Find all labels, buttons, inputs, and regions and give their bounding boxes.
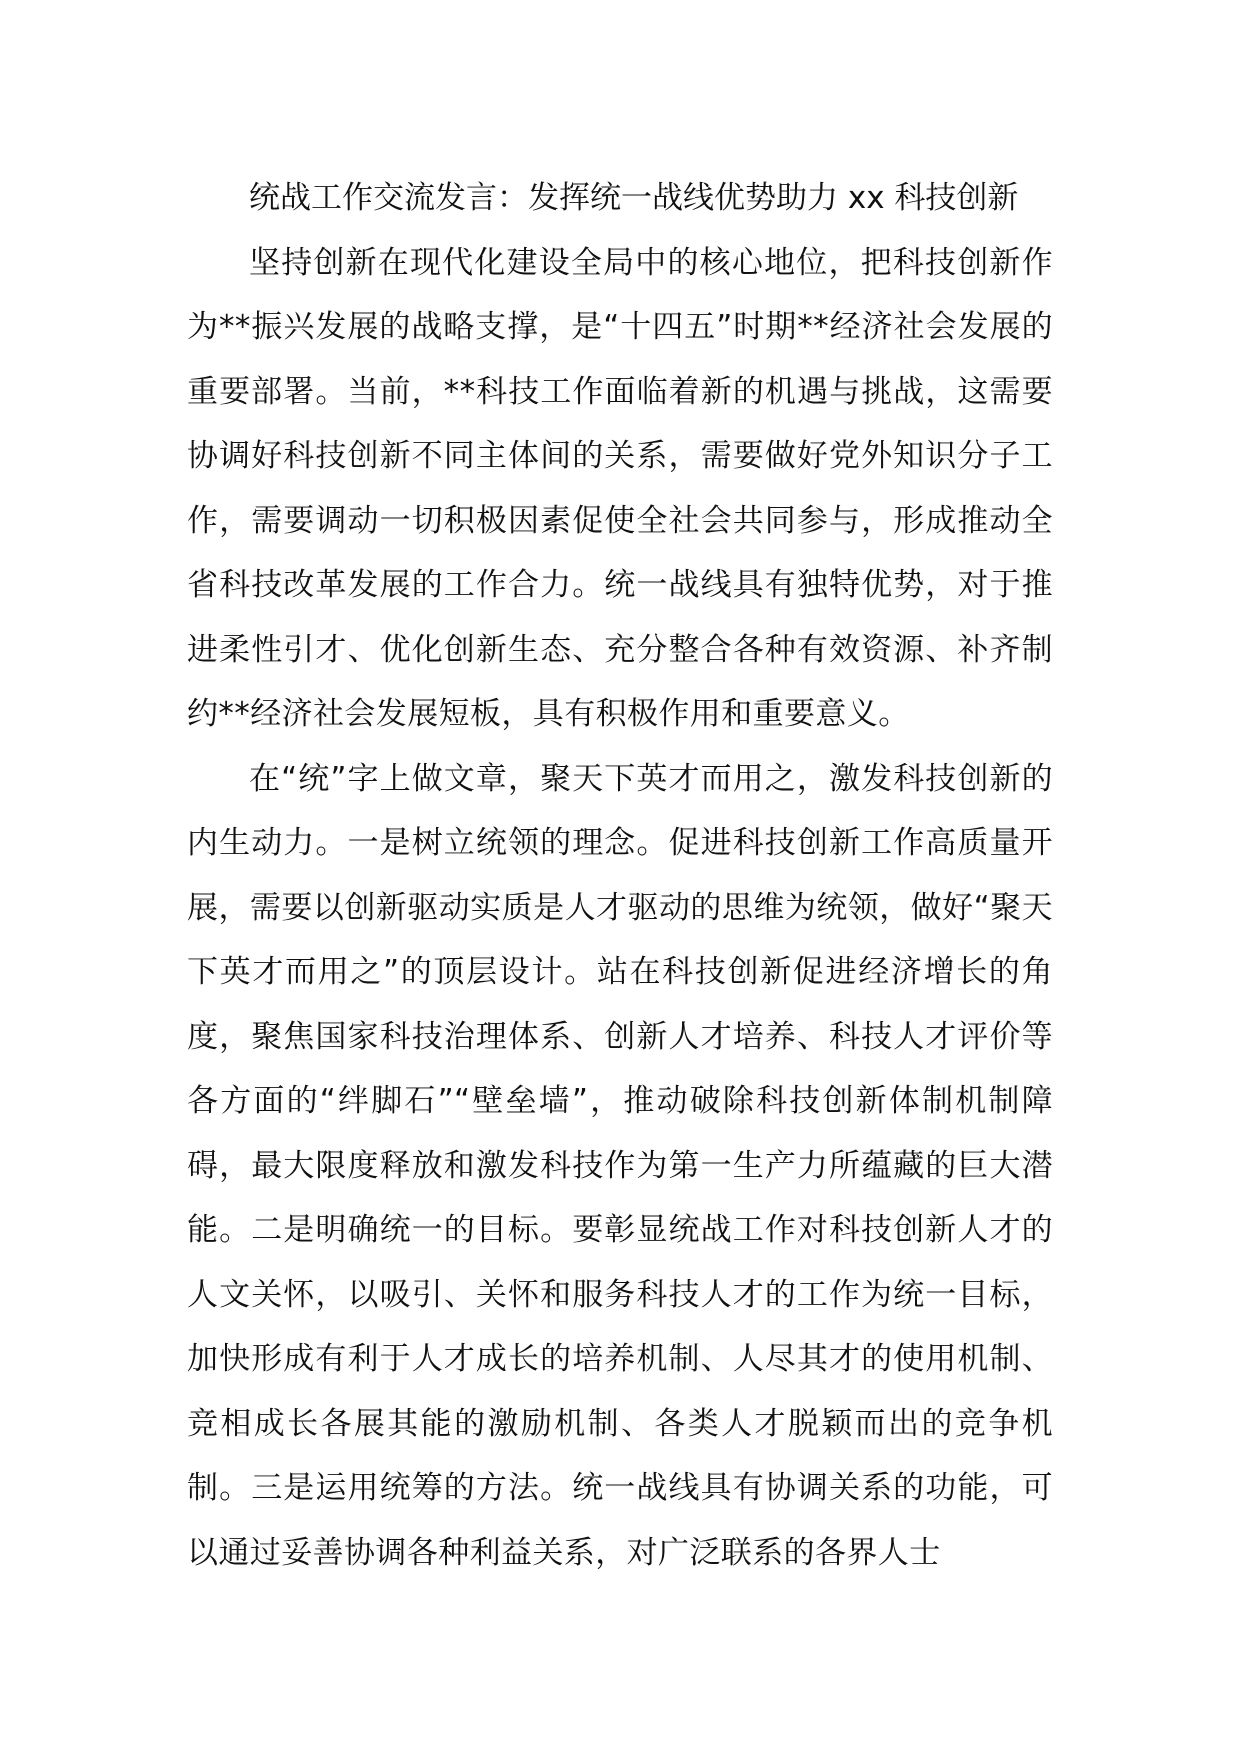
paragraph-2: 在“统”字上做文章，聚天下英才而用之，激发科技创新的内生动力。一是树立统领的理念。促进科技创新工作高质量开展，需要以创新驱动实质是人才驱动的思维为统领，做好“聚天下英才而用之”的顶层设计。站在科技创新促进经济增长的角度，聚焦国家科技治理体系、创新人才培养、科技人才评价等各方面的“绊脚石”“壁垒墙”，推动破除科技创新体制机制障碍，最大限度释放和激发科技作为第一生产力所蕴藏的巨大潜能。二是明确统一的目标。要彰显统战工作对科技创新人才的人文关怀，以吸引、关怀和服务科技人才的工作为统一目标，加快形成有利于人才成长的培养机制、人尽其才的使用机制、竞相成长各展其能的激励机制、各类人才脱颖而出的竞争机制。三是运用统筹的方法。统一战线具有协调关系的功能，可以通过妥善协调各种利益关系，对广泛联系的各界人士 <box>187 760 1053 1571</box>
paragraph-1: 坚持创新在现代化建设全局中的核心地位，把科技创新作为**振兴发展的战略支撑，是“十四五”时期**经济社会发展的重要部署。当前，**科技工作面临着新的机遇与挑战，这需要协调好科技创新不同主体间的关系，需要做好党外知识分子工作，需要调动一切积极因素促使全社会共同参与，形成推动全省科技改革发展的工作合力。统一战线具有独特优势，对于推进柔性引才、优化创新生态、充分整合各种有效资源、补齐制约**经济社会发展短板，具有积极作用和重要意义。 <box>187 244 1053 732</box>
document-body <box>187 166 1053 1585</box>
document-title: 统战工作交流发言：发挥统一战线优势助力 xx 科技创新 <box>249 180 1019 216</box>
